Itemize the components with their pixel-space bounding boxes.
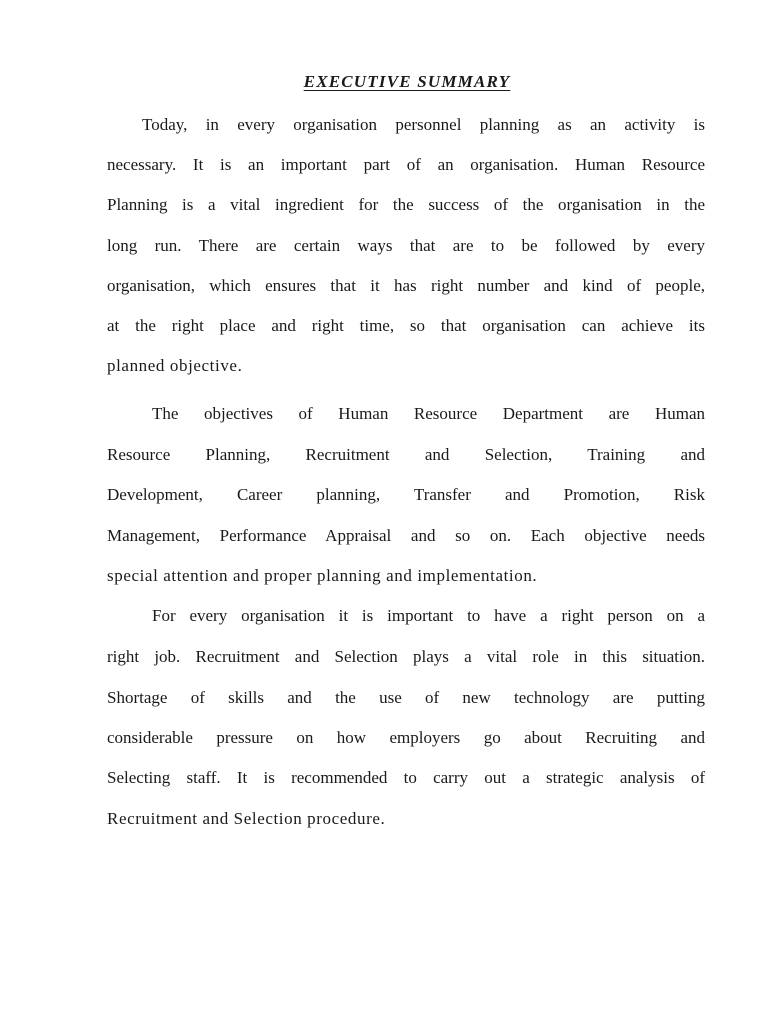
paragraph-line: necessary. It is an important part of an organisation. Human Resource bbox=[107, 155, 705, 174]
paragraph-line: right job. Recruitment and Selection plays a vital role in this situation. bbox=[107, 647, 705, 666]
paragraph-line: organisation, which ensures that it has right number and kind of people, bbox=[107, 276, 705, 295]
paragraph-line: long run. There are certain ways that are to be followed by every bbox=[107, 236, 705, 255]
paragraph-line: considerable pressure on how employers go about Recruiting and bbox=[107, 728, 705, 747]
paragraph-line: Recruitment and Selection procedure. bbox=[107, 809, 386, 828]
paragraph-line: Resource Planning, Recruitment and Selection, Training and bbox=[107, 445, 705, 464]
paragraph-line: Management, Performance Appraisal and so on. Each objective needs bbox=[107, 526, 705, 545]
paragraph-line: Today, in every organisation personnel planning as an activity is bbox=[142, 115, 705, 134]
paragraph-line: Shortage of skills and the use of new technology are putting bbox=[107, 688, 705, 707]
paragraph-line: planned objective. bbox=[107, 356, 243, 375]
paragraph-line: Development, Career planning, Transfer and Promotion, Risk bbox=[107, 485, 705, 504]
page-title: EXECUTIVE SUMMARY bbox=[303, 72, 511, 91]
paragraph-line: For every organisation it is important to have a right person on a bbox=[152, 606, 705, 625]
paragraph-line: at the right place and right time, so that organisation can achieve its bbox=[107, 316, 705, 335]
paragraph-line: Planning is a vital ingredient for the success of the organisation in the bbox=[107, 195, 705, 214]
paragraph-line: The objectives of Human Resource Department are Human bbox=[152, 404, 705, 423]
paragraph-line: special attention and proper planning and implementation. bbox=[107, 566, 538, 585]
paragraph-line: Selecting staff. It is recommended to carry out a strategic analysis of bbox=[107, 768, 705, 787]
